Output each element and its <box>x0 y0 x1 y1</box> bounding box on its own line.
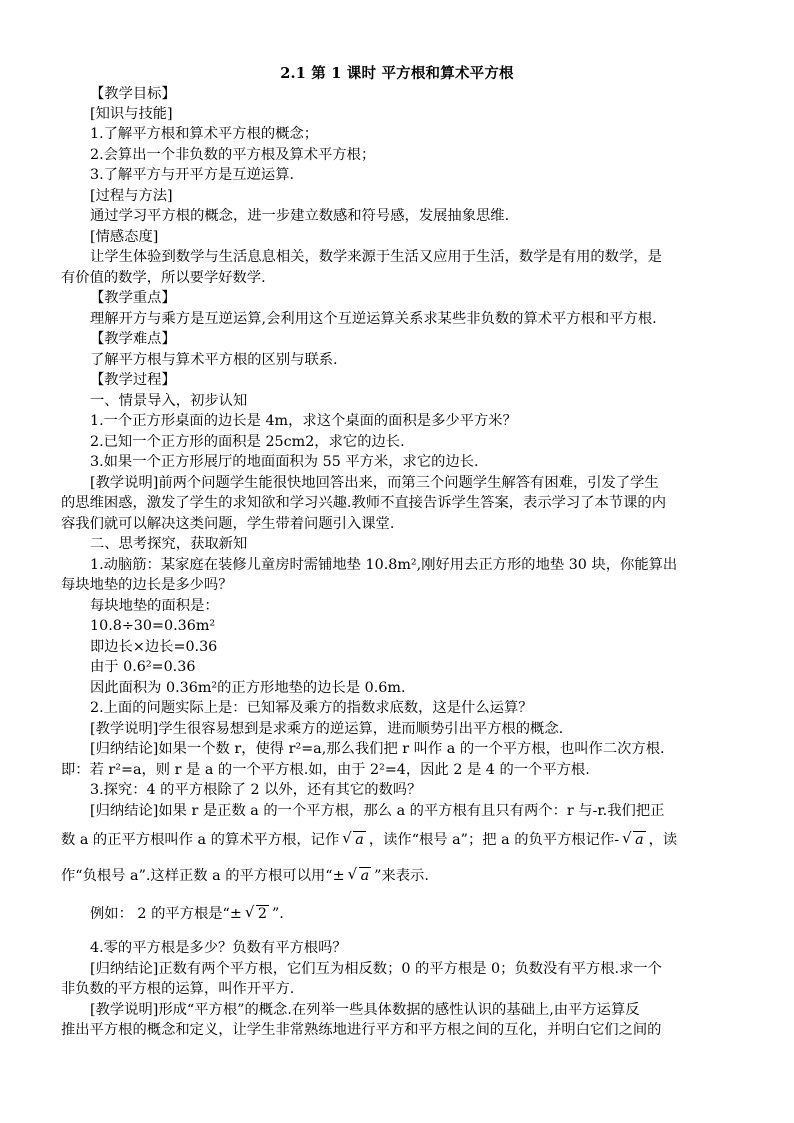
radical-sign: √ <box>342 829 352 847</box>
text-line: 每块地垫的面积是： <box>90 598 219 614</box>
text-line: 2.已知一个正方形的面积是 25cm2，求它的边长. <box>90 434 405 450</box>
text-line: 1.动脑筋：某家庭在装修儿童房时需铺地垫 10.8m²,刚好用去正方形的地垫 30 块，你能算出 <box>90 557 678 573</box>
text-fragment: ”. <box>271 906 284 922</box>
subheading-knowledge: [知识与技能] <box>90 106 173 122</box>
text-line: 容我们就可以解决这类问题，学生带着问题引入课堂. <box>61 516 395 532</box>
text-line: 3.如果一个正方形展厅的地面面积为 55 平方米，求它的边长. <box>90 454 479 470</box>
text-line: [归纳结论]如果 r 是正数 a 的一个平方根，那么 a 的平方根有且只有两个：r 与-r.我们把正 <box>90 803 665 819</box>
text-line: [归纳结论]正数有两个平方根，它们互为相反数；0 的平方根是 0；负数没有平方根.求一个 <box>90 961 662 977</box>
text-line: 即：若 r²=a，则 r 是 a 的一个平方根.如，由于 2²=4，因此 2 是 4 的一个平方根. <box>61 762 590 778</box>
radical-sign: √ <box>244 903 255 921</box>
section-heading-difficulties: 【教学难点】 <box>90 331 176 347</box>
text-line: 有价值的数学，所以要学好数学. <box>61 270 266 286</box>
text-line: 通过学习平方根的概念，进一步建立数感和符号感，发展抽象思维. <box>90 208 510 224</box>
text-line: 4.零的平方根是多少？负数有平方根吗？ <box>90 940 347 956</box>
text-line: 非负数的平方根的运算，叫作开平方. <box>61 981 295 997</box>
text-line: 了解平方根与算术平方根的区别与联系. <box>90 352 338 368</box>
text-line: [归纳结论]如果一个数 r，使得 r²=a,那么我们把 r 叫作 a 的一个平方根，也叫作二次方根. <box>90 741 665 757</box>
text-fragment: ，读 <box>648 832 678 848</box>
text-line-sqrt <box>90 904 284 924</box>
text-line: 1.了解平方根和算术平方根的概念； <box>90 126 319 142</box>
text-line: 一、情景导入，初步认知 <box>90 393 248 409</box>
radicand: 2 <box>257 906 267 922</box>
text-fragment: ，读作“根号 a”；把 a 的负平方根记作- <box>368 832 620 848</box>
sqrt-expression <box>622 830 646 850</box>
radicand: a <box>355 832 364 848</box>
radicand: a <box>635 832 644 848</box>
subheading-attitude: [情感态度] <box>90 229 159 245</box>
text-line: [教学说明]前两个问题学生能很快地回答出来，而第三个问题学生解答有困难，引发了学生 <box>90 475 659 491</box>
section-heading-key-points: 【教学重点】 <box>90 290 176 306</box>
text-line-sqrt <box>61 866 429 886</box>
text-line: 的思维困惑，激发了学生的求知欲和学习兴趣.教师不直接告诉学生答案，表示学习了本节课的内 <box>61 495 667 511</box>
text-line: 理解开方与乘方是互逆运算,会利用这个互逆运算关系求某些非负数的算术平方根和平方根. <box>90 311 657 327</box>
text-line: 推出平方根的概念和定义，让学生非常熟练地进行平方和平方根之间的互化，并明白它们之间的 <box>61 1022 662 1038</box>
radical-sign: √ <box>622 829 632 847</box>
sqrt-expression <box>245 904 269 924</box>
text-line: 每块地垫的边长是多少吗？ <box>61 577 233 593</box>
text-line: 2.会算出一个非负数的平方根及算术平方根； <box>90 147 376 163</box>
text-fragment: 作“负根号 a”.这样正数 a 的平方根可以用“± <box>61 868 345 884</box>
text-line: [教学说明]学生很容易想到是求乘方的逆运算，进而顺势引出平方根的概念. <box>90 721 564 737</box>
section-heading-objectives: 【教学目标】 <box>90 86 176 102</box>
text-line: 让学生体验到数学与生活息息相关，数学来源于生活又应用于生活，数学是有用的数学，是 <box>90 249 662 265</box>
page-title: 2.1 第 1 课时 平方根和算术平方根 <box>280 65 514 82</box>
text-line: 即边长×边长=0.36 <box>90 639 218 655</box>
section-heading-process: 【教学过程】 <box>90 372 176 388</box>
text-fragment: 例如： 2 的平方根是“± <box>90 906 242 922</box>
text-line: [教学说明]形成“平方根”的概念.在列举一些具体数据的感性认识的基础上,由平方运算反 <box>90 1002 640 1018</box>
radical-sign: √ <box>347 865 358 883</box>
text-line: 3.探究：4 的平方根除了 2 以外，还有其它的数吗？ <box>90 782 422 798</box>
text-line: 3.了解平方与开平方是互逆运算. <box>90 167 295 183</box>
text-line: 因此面积为 0.36m²的正方形地垫的边长是 0.6m. <box>90 680 406 696</box>
text-line: 2.上面的问题实际上是：已知幂及乘方的指数求底数，这是什么运算？ <box>90 700 533 716</box>
text-line: 二、思考探究，获取新知 <box>90 536 248 552</box>
text-fragment: ”来表示. <box>374 868 429 884</box>
text-line-sqrt <box>61 830 677 850</box>
subheading-process: [过程与方法] <box>90 188 173 204</box>
sqrt-expression <box>348 866 372 886</box>
text-fragment: 数 a 的正平方根叫作 a 的算术平方根，记作 <box>61 832 340 848</box>
sqrt-expression <box>342 830 366 850</box>
text-line: 10.8÷30=0.36m² <box>90 618 216 634</box>
text-line: 由于 0.6²=0.36 <box>90 659 196 675</box>
radicand: a <box>360 868 370 884</box>
text-line: 1.一个正方形桌面的边长是 4m，求这个桌面的面积是多少平方米？ <box>90 413 517 429</box>
